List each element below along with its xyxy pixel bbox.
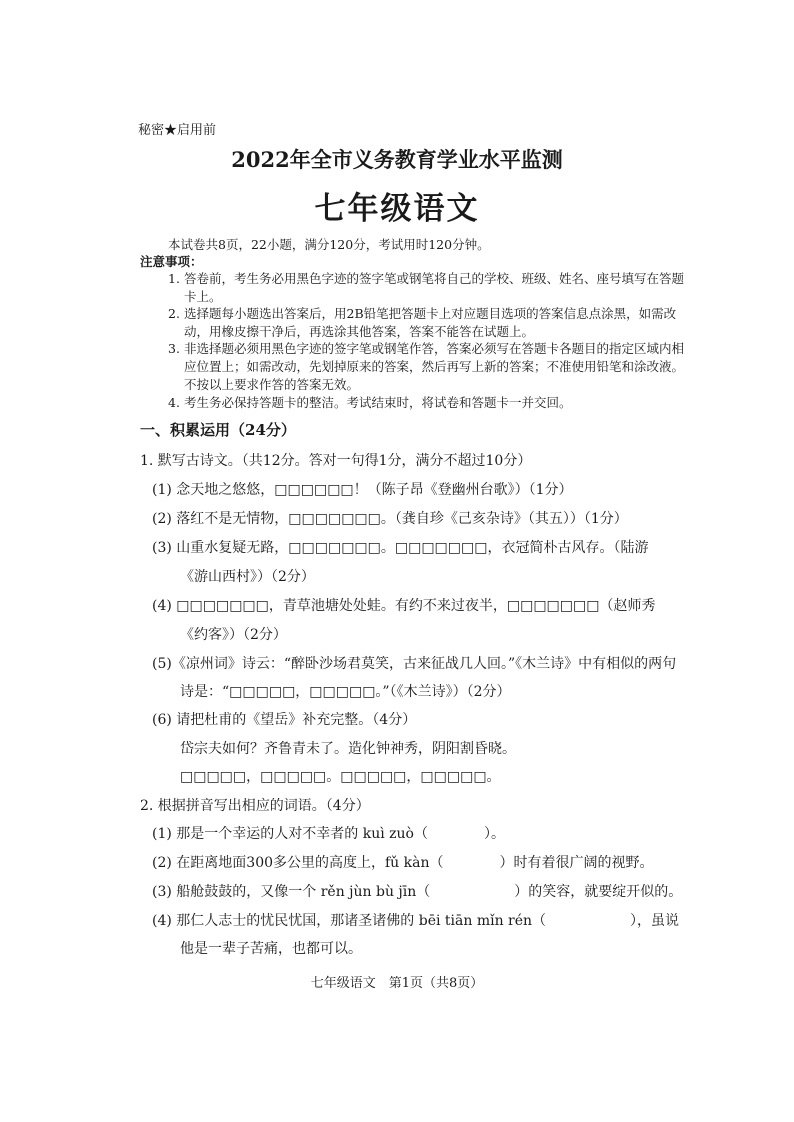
question-1-item: (5)《凉州词》诗云：“醉卧沙场君莫笑，古来征战几人回。”《木兰诗》中有相似的两句 [152,656,677,672]
question-2-stem: 2. 根据拼音写出相应的词语。（4分） [140,798,370,814]
question-2-item: (2) 在距离地面300多公里的高度上，fǔ kàn（ ）时有着很广阔的视野。 [152,855,654,871]
confidential-label: 秘密★启用前 [138,123,217,138]
question-1-item-continued: 《游山西村》）（2分） [180,569,315,585]
notice-item-text: 考生务必保持答题卡的整洁。考试结束时，将试卷和答题卡一并交回。 [184,395,572,410]
question-1-item: (2) 落红不是无情物，□□□□□□□。（龚自珍《己亥杂诗》（其五））（1分） [152,511,628,527]
question-2-item: (1) 那是一个幸运的人对不幸者的 kuì zuò（ ）。 [152,826,505,842]
notice-item-text: 选择题每小题选出答案后，用2B铅笔把答题卡上对应题目选项的答案信息点涂黑，如需改动，用橡皮擦干净后，再选涂其他答案，答案不能答在试题上。 [184,306,677,339]
poem-text: 岱宗夫如何？齐鲁青未了。造化钟神秀，阴阳割昏晓。 [180,741,516,757]
question-1-item: (1) 念天地之悠悠，□□□□□□！（陈子昂《登幽州台歌》）（1分） [152,482,573,498]
exam-title: 2022年全市义务教育学业水平监测 [231,147,563,172]
notice-item-number: 1. [168,271,180,286]
question-2-item: (3) 船舱鼓鼓的，又像一个 rěn jùn bù jīn（ ）的笑容，就要绽开似的。 [152,884,683,900]
exam-info: 本试卷共8页，22小题，满分120分，考试用时120分钟。 [168,237,490,252]
question-1-item: (6) 请把杜甫的《望岳》补充完整。（4分） [152,712,417,728]
notice-item-text: 非选择题必须用黑色字迹的签字笔或钢笔作答，答案必须写在答题卡各题目的指定区域内相应位置上；如需改动，先划掉原来的答案，然后再写上新的答案；不准使用铅笔和涂改液。不按以上要求作答的答案无效。 [184,341,685,392]
notice-heading: 注意事项： [140,254,203,269]
question-2-item: (4) 那仁人志士的忧民忧国，那诸圣诸佛的 bēi tiān mǐn rén（ ），虽说 [152,913,680,929]
question-1-item: (4) □□□□□□□，青草池塘处处蛙。有约不来过夜半，□□□□□□□（赵师秀 [152,598,656,614]
notice-item-number: 2. [168,306,180,321]
question-1-item: (3) 山重水复疑无路，□□□□□□□。□□□□□□□，衣冠简朴古风存。（陆游 [152,540,649,556]
notice-item-number: 3. [168,341,180,356]
question-1-item-continued: 诗是：“□□□□□，□□□□□。”（《木兰诗》）（2分） [180,684,511,700]
question-2-item-continued: 他是一辈子苦痛，也都可以。 [180,941,362,957]
question-1-item-continued: 《约客》）（2分） [180,627,287,643]
notice-item-number: 4. [168,395,180,410]
poem-blanks: □□□□□，□□□□□。□□□□□，□□□□□。 [180,769,501,785]
question-1-stem: 1. 默写古诗文。（共12分。答对一句得1分，满分不超过10分） [140,453,532,469]
section-heading: 一、积累运用（24分） [140,421,296,439]
page-footer: 七年级语文 第1页（共8页） [310,976,484,991]
subject-title: 七年级语文 [314,191,480,227]
notice-item-text: 答卷前，考生务必用黑色字迹的签字笔或钢笔将自己的学校、班级、姓名、座号填写在答题卡上。 [184,271,685,304]
